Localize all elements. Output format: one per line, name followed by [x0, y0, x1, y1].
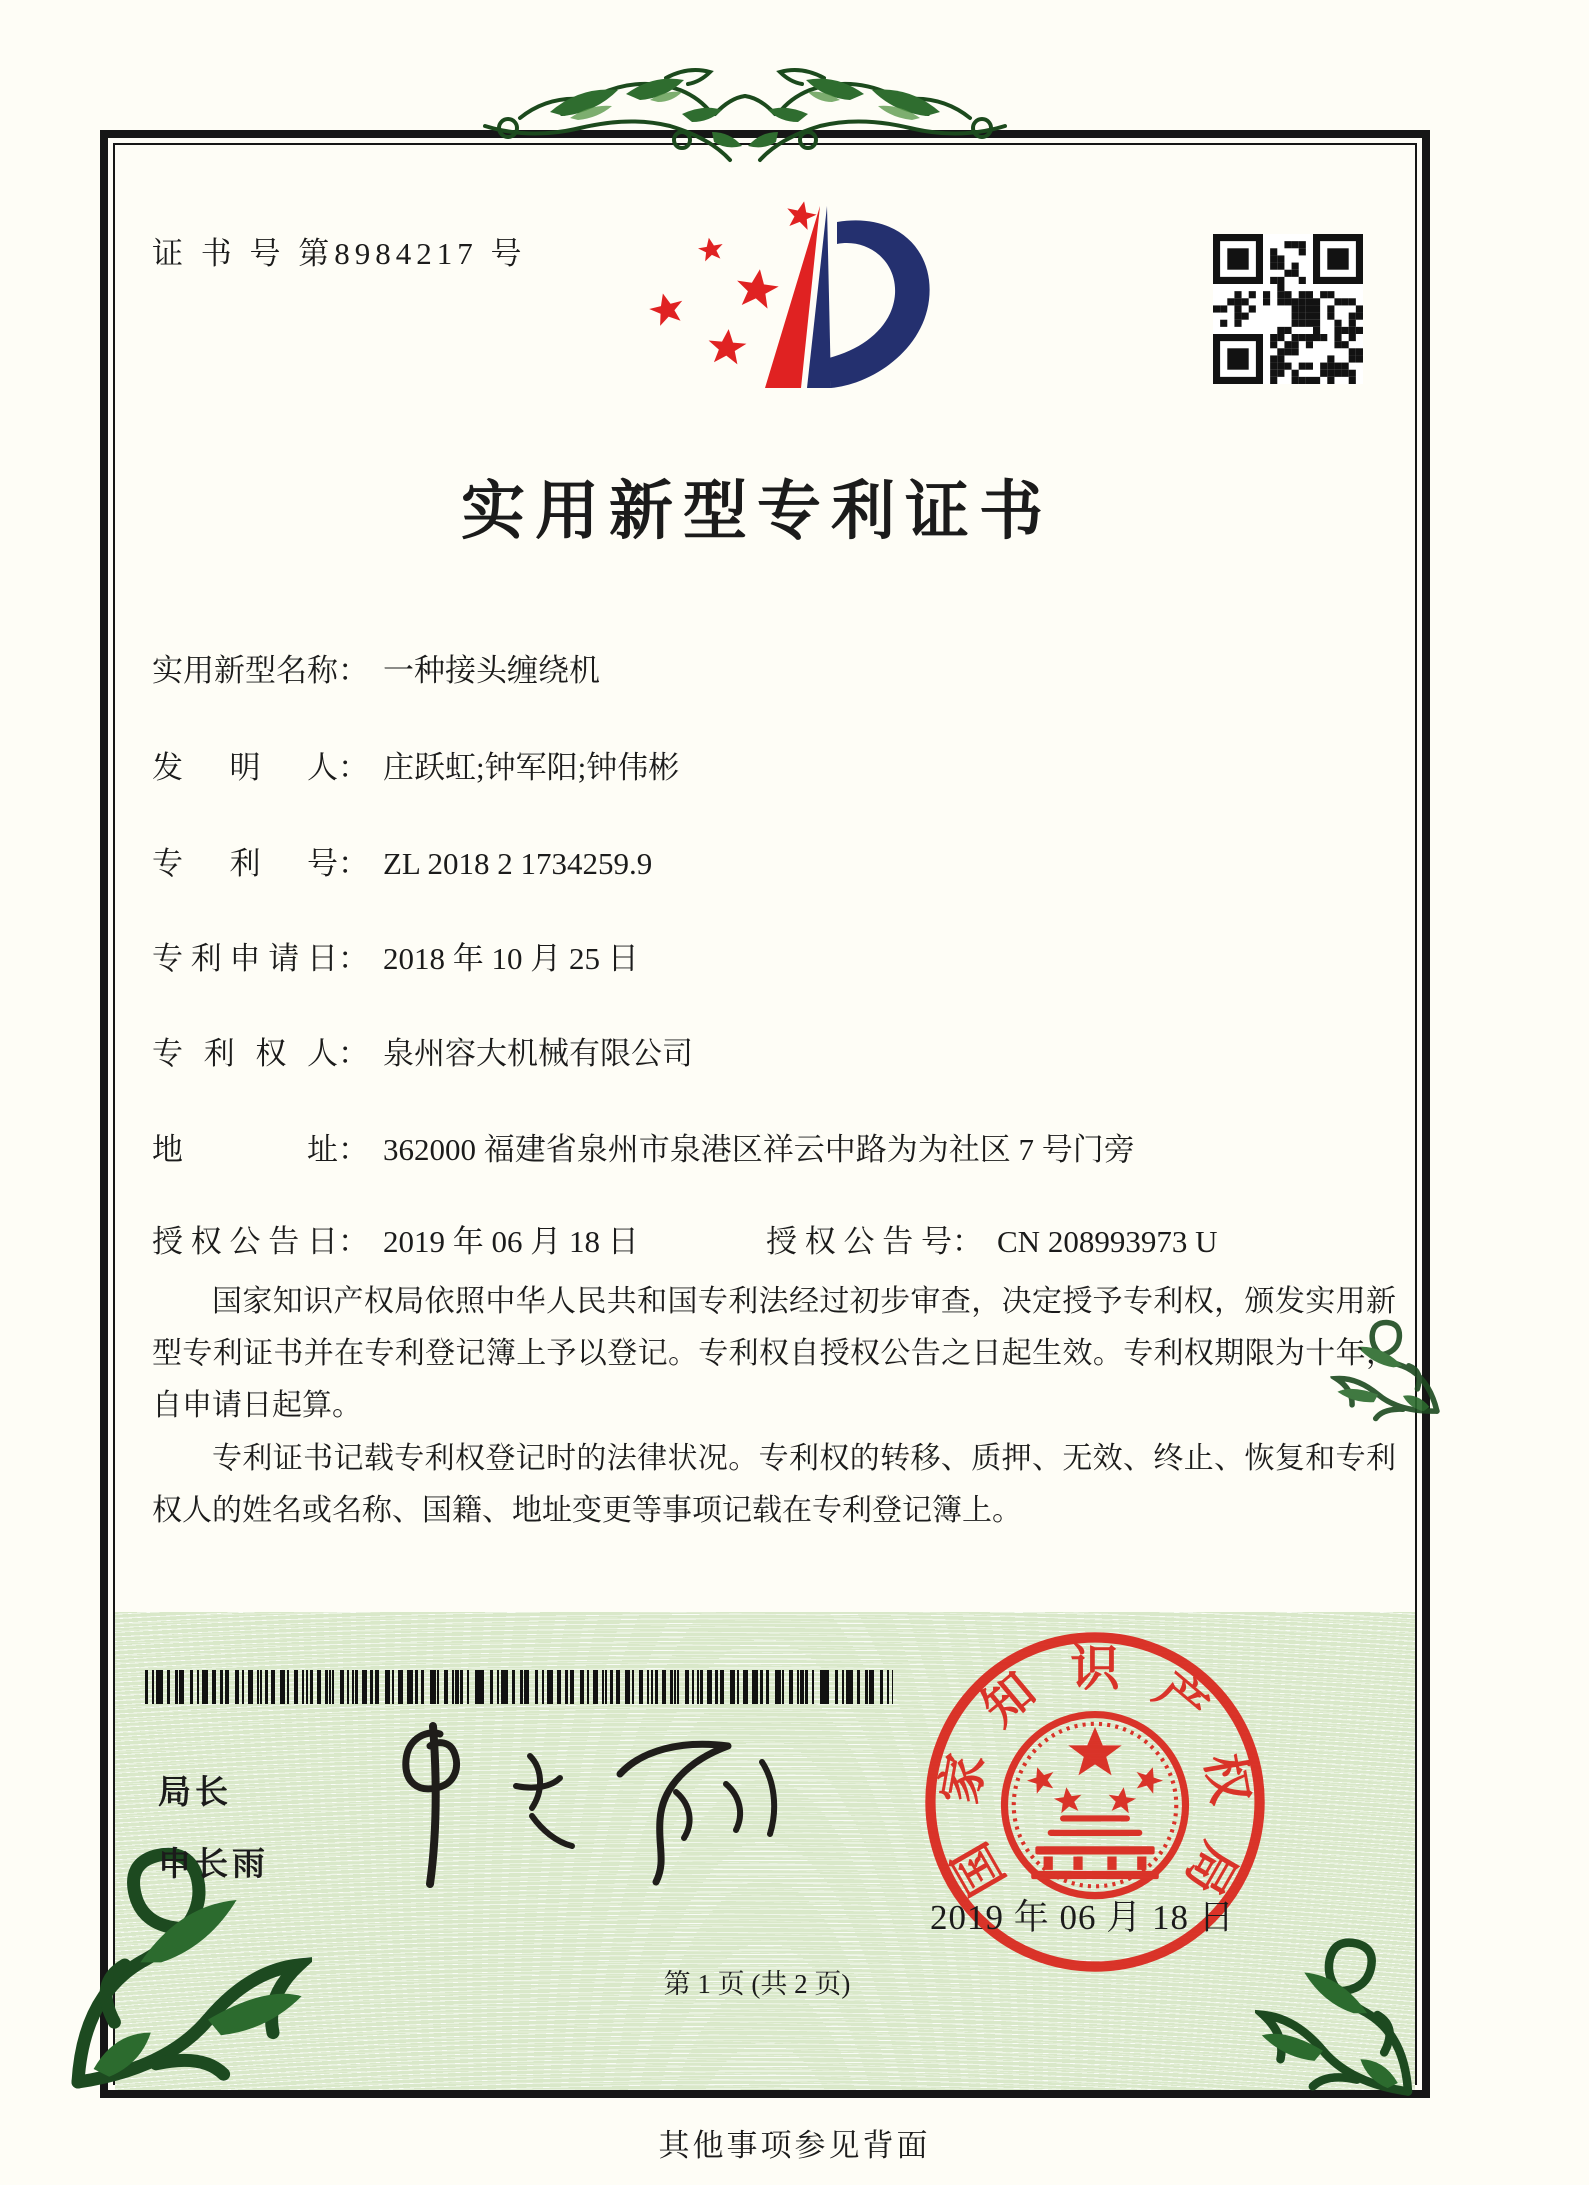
field-label: 专利号	[152, 846, 338, 881]
field-label: 授权公告号	[766, 1224, 952, 1259]
page-number: 第 1 页 (共 2 页)	[663, 1969, 851, 1999]
barcode	[145, 1670, 893, 1704]
certificate-title: 实用新型专利证书	[461, 476, 1053, 547]
cnipa-patent-logo-icon	[605, 198, 935, 446]
field-value: 泉州容大机械有限公司	[383, 1036, 693, 1071]
field-value: 庄跃虹;钟军阳;钟伟彬	[383, 750, 680, 785]
field-colon: ：	[338, 941, 369, 976]
field-colon: ：	[338, 1132, 369, 1167]
grant-date-stamp: 2019 年 06 月 18 日	[930, 1898, 1235, 1937]
field-row-address	[152, 1124, 1135, 1169]
svg-text:产: 产	[1144, 1662, 1218, 1737]
field-label: 实用新型名称	[152, 653, 338, 688]
field-row-utility-model-name	[152, 645, 600, 690]
director-title: 局长	[158, 1773, 232, 1810]
field-label: 专利申请日	[152, 941, 338, 976]
signature-autograph-icon	[360, 1716, 800, 1911]
field-label: 专利权人	[152, 1036, 338, 1071]
svg-text:局: 局	[1174, 1833, 1248, 1904]
field-row-filing-date	[152, 933, 639, 978]
field-value: CN 208993973 U	[997, 1224, 1218, 1259]
field-colon: ：	[952, 1224, 983, 1259]
legal-text-block	[152, 1276, 1396, 1537]
field-label: 地址	[152, 1132, 338, 1167]
field-label: 授权公告日	[152, 1224, 338, 1259]
svg-text:家: 家	[931, 1749, 995, 1808]
field-value: 362000 福建省泉州市泉港区祥云中路为为社区 7 号门旁	[383, 1132, 1135, 1167]
director-name: 申长雨	[158, 1845, 269, 1882]
field-value: 一种接头缠绕机	[383, 653, 600, 688]
certificate-number: 证 书 号 第8984217 号	[152, 236, 527, 271]
field-colon: ：	[338, 750, 369, 785]
field-row-grant	[152, 1216, 1218, 1261]
field-value: 2018 年 10 月 25 日	[383, 941, 639, 976]
field-row-inventors	[152, 742, 679, 787]
svg-text:知: 知	[972, 1662, 1046, 1737]
field-value: 2019 年 06 月 18 日	[383, 1224, 639, 1259]
field-colon: ：	[338, 1224, 369, 1259]
svg-text:识: 识	[1070, 1640, 1120, 1696]
field-row-patentee	[152, 1028, 693, 1073]
grant-number-group	[766, 1216, 1217, 1261]
top-center-ornament-icon	[430, 48, 1060, 170]
field-label: 发明人	[152, 750, 338, 785]
field-colon: ：	[338, 1036, 369, 1071]
legal-paragraph-2: 专利证书记载专利权登记时的法律状况。专利权的转移、质押、无效、终止、恢复和专利权人的姓名或名称、国籍、地址变更等事项记载在专利登记簿上。	[152, 1441, 1396, 1527]
qr-code-icon	[1213, 233, 1363, 385]
back-side-note: 其他事项参见背面	[658, 2128, 931, 2163]
field-value: ZL 2018 2 1734259.9	[383, 846, 653, 881]
field-row-patent-number	[152, 838, 652, 883]
svg-text:权: 权	[1195, 1749, 1259, 1808]
field-colon: ：	[338, 846, 369, 881]
bottom-right-flourish-icon	[1255, 1930, 1425, 2100]
national-emblem-icon	[1004, 1715, 1185, 1896]
field-colon: ：	[338, 653, 369, 688]
legal-paragraph-1: 国家知识产权局依照中华人民共和国专利法经过初步审查，决定授予专利权，颁发实用新型专利证书并在专利登记簿上予以登记。专利权自授权公告之日起生效。专利权期限为十年，自申请日起算。	[152, 1285, 1396, 1423]
svg-text:国: 国	[942, 1833, 1016, 1904]
